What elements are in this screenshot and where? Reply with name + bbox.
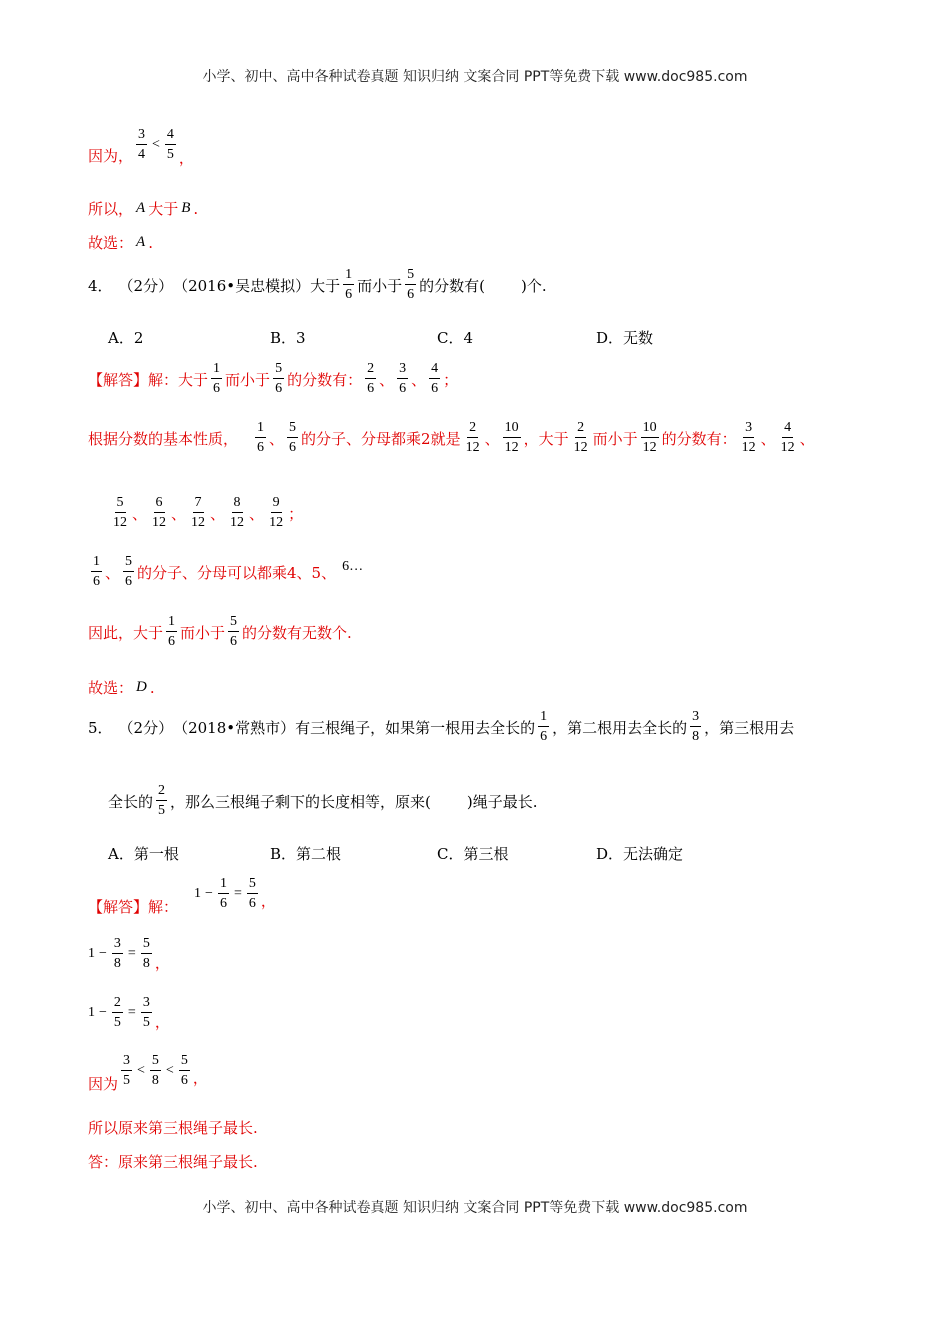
fraction: $\frac{5}{6}$ — [248, 876, 256, 911]
fraction: $\frac{1}{6}$ — [345, 267, 353, 302]
q4-answer-line-2: 根据分数的基本性质， $\frac{1}{6}$ 、 $\frac{5}{6}$ 的分子、分母都乘2就是 $\frac{2}{12}$ 、 $\frac{10}{12}$ ，大于 $\frac{2}{12}$ 而小于 $\frac{10}{12}$ 的分数有： $\frac{3}{12}$ 、 $\frac{4}{12}$ 、 — [88, 420, 815, 455]
fraction: $\frac{3}{6}$ — [399, 361, 407, 396]
fraction: $\frac{9}{12}$ — [269, 495, 284, 530]
q5-option-c[interactable]: C．第三根 — [437, 845, 509, 863]
fraction: $\frac{2}{12}$ — [573, 420, 588, 455]
fraction: $\frac{1}{6}$ — [213, 361, 221, 396]
fraction: $\frac{2}{5}$ — [113, 995, 121, 1030]
fraction: $\frac{7}{12}$ — [191, 495, 206, 530]
q4-answer-line-3: $\frac{5}{12}$ 、 $\frac{6}{12}$ 、 $\frac{7}{12}$ 、 $\frac{8}{12}$ 、 $\frac{9}{12}$ ； — [113, 495, 304, 530]
q5-answer-line-2: 1 − $\frac{3}{8}$ = $\frac{5}{8}$ ， — [88, 936, 170, 972]
fraction: $\frac{4}{5}$ — [166, 127, 174, 162]
question-5-stem-cont: 全长的 $\frac{2}{5}$ ，那么三根绳子剩下的长度相等，原来( )绳子最长. — [108, 783, 538, 818]
fraction: $\frac{5}{6}$ — [180, 1053, 188, 1088]
prev-so-line: 所以， A 大于 B . — [88, 199, 199, 218]
prev-because-line: 因为， $\frac{3}{4}$ < $\frac{4}{5}$ ， — [88, 127, 194, 167]
q4-option-b[interactable]: B．3 — [270, 329, 306, 347]
fraction: $\frac{2}{5}$ — [158, 783, 166, 818]
q4-answer-line-5: 因此，大于 $\frac{1}{6}$ 而小于 $\frac{5}{6}$ 的分数有无数个. — [88, 614, 352, 649]
q5-answer-line-4: 因为 $\frac{3}{5}$ < $\frac{5}{8}$ < $\frac{5}{6}$ ， — [88, 1053, 208, 1093]
page-header: 小学、初中、高中各种试卷真题 知识归纳 文案合同 PPT等免费下载 www.doc985.com — [202, 69, 748, 85]
fraction: $\frac{5}{8}$ — [151, 1053, 159, 1088]
q5-option-a[interactable]: A．第一根 — [108, 845, 179, 863]
q5-option-b[interactable]: B．第二根 — [270, 845, 342, 863]
fraction: $\frac{10}{12}$ — [642, 420, 657, 455]
prev-choose-line: 故选： A . — [88, 233, 153, 252]
q5-so-line: 所以原来第三根绳子最长. — [88, 1119, 258, 1137]
fraction: $\frac{1}{6}$ — [257, 420, 265, 455]
question-4-stem: 4． （2分） （2016•吴忠模拟） 大于 $\frac{1}{6}$ 而小于 $\frac{5}{6}$ 的分数有( )个. — [88, 267, 547, 302]
fraction: $\frac{1}{6}$ — [168, 614, 176, 649]
fraction: $\frac{3}{5}$ — [123, 1053, 131, 1088]
fraction: $\frac{3}{12}$ — [741, 420, 756, 455]
fraction: $\frac{1}{6}$ — [93, 554, 100, 589]
fraction: $\frac{2}{6}$ — [367, 361, 375, 396]
page-footer: 小学、初中、高中各种试卷真题 知识归纳 文案合同 PPT等免费下载 www.doc985.com — [202, 1200, 748, 1216]
fraction: $\frac{1}{6}$ — [219, 876, 227, 911]
q5-answer-line-3: 1 − $\frac{2}{5}$ = $\frac{3}{5}$ ， — [88, 995, 170, 1031]
fraction: $\frac{5}{6}$ — [125, 554, 133, 589]
fraction: $\frac{4}{12}$ — [780, 420, 795, 455]
fraction: $\frac{5}{6}$ — [407, 267, 415, 302]
fraction: $\frac{4}{6}$ — [431, 361, 439, 396]
because-text: 因为， — [88, 146, 134, 165]
q5-answer-line-1: 【解答】 解： 1 − $\frac{1}{6}$ = $\frac{5}{6}$ ， — [88, 876, 276, 916]
fraction: $\frac{10}{12}$ — [504, 420, 519, 455]
fraction: $\frac{3}{8}$ — [113, 936, 121, 971]
fraction: $\frac{6}{12}$ — [152, 495, 167, 530]
q4-option-d[interactable]: D．无数 — [596, 329, 654, 347]
fraction: $\frac{5}{6}$ — [275, 361, 283, 396]
question-5-stem: 5． （2分） （2018•常熟市） 有三根绳子，如果第一根用去全长的 $\frac{1}{6}$ ，第二根用去全长的 $\frac{3}{8}$ ，第三根用去 — [88, 709, 795, 744]
q5-option-d[interactable]: D．无法确定 — [596, 845, 684, 863]
q5-answer-final: 答：原来第三根绳子最长. — [88, 1153, 258, 1171]
fraction: $\frac{5}{8}$ — [142, 936, 150, 971]
fraction: $\frac{3}{4}$ — [138, 127, 146, 162]
fraction: $\frac{5}{12}$ — [113, 495, 127, 530]
fraction: $\frac{3}{8}$ — [692, 709, 700, 744]
q4-answer-line-4: $\frac{1}{6}$ 、 $\frac{5}{6}$ 的分子、分母可以都乘4、5、 6… — [93, 554, 364, 589]
q4-option-c[interactable]: C．4 — [437, 329, 474, 347]
fraction: $\frac{5}{6}$ — [230, 614, 238, 649]
q4-answer-line-1: 【解答】 解： 大于 $\frac{1}{6}$ 而小于 $\frac{5}{6}$ 的分数有： $\frac{2}{6}$ 、 $\frac{3}{6}$ 、 $\frac{4}{6}$ ； — [88, 361, 459, 396]
fraction: $\frac{5}{6}$ — [289, 420, 297, 455]
fraction: $\frac{2}{12}$ — [465, 420, 480, 455]
fraction: $\frac{1}{6}$ — [540, 709, 548, 744]
fraction: $\frac{8}{12}$ — [230, 495, 245, 530]
q4-choose-line: 故选： D . — [88, 678, 155, 697]
q4-option-a[interactable]: A．2 — [108, 329, 144, 347]
fraction: $\frac{3}{5}$ — [142, 995, 150, 1030]
